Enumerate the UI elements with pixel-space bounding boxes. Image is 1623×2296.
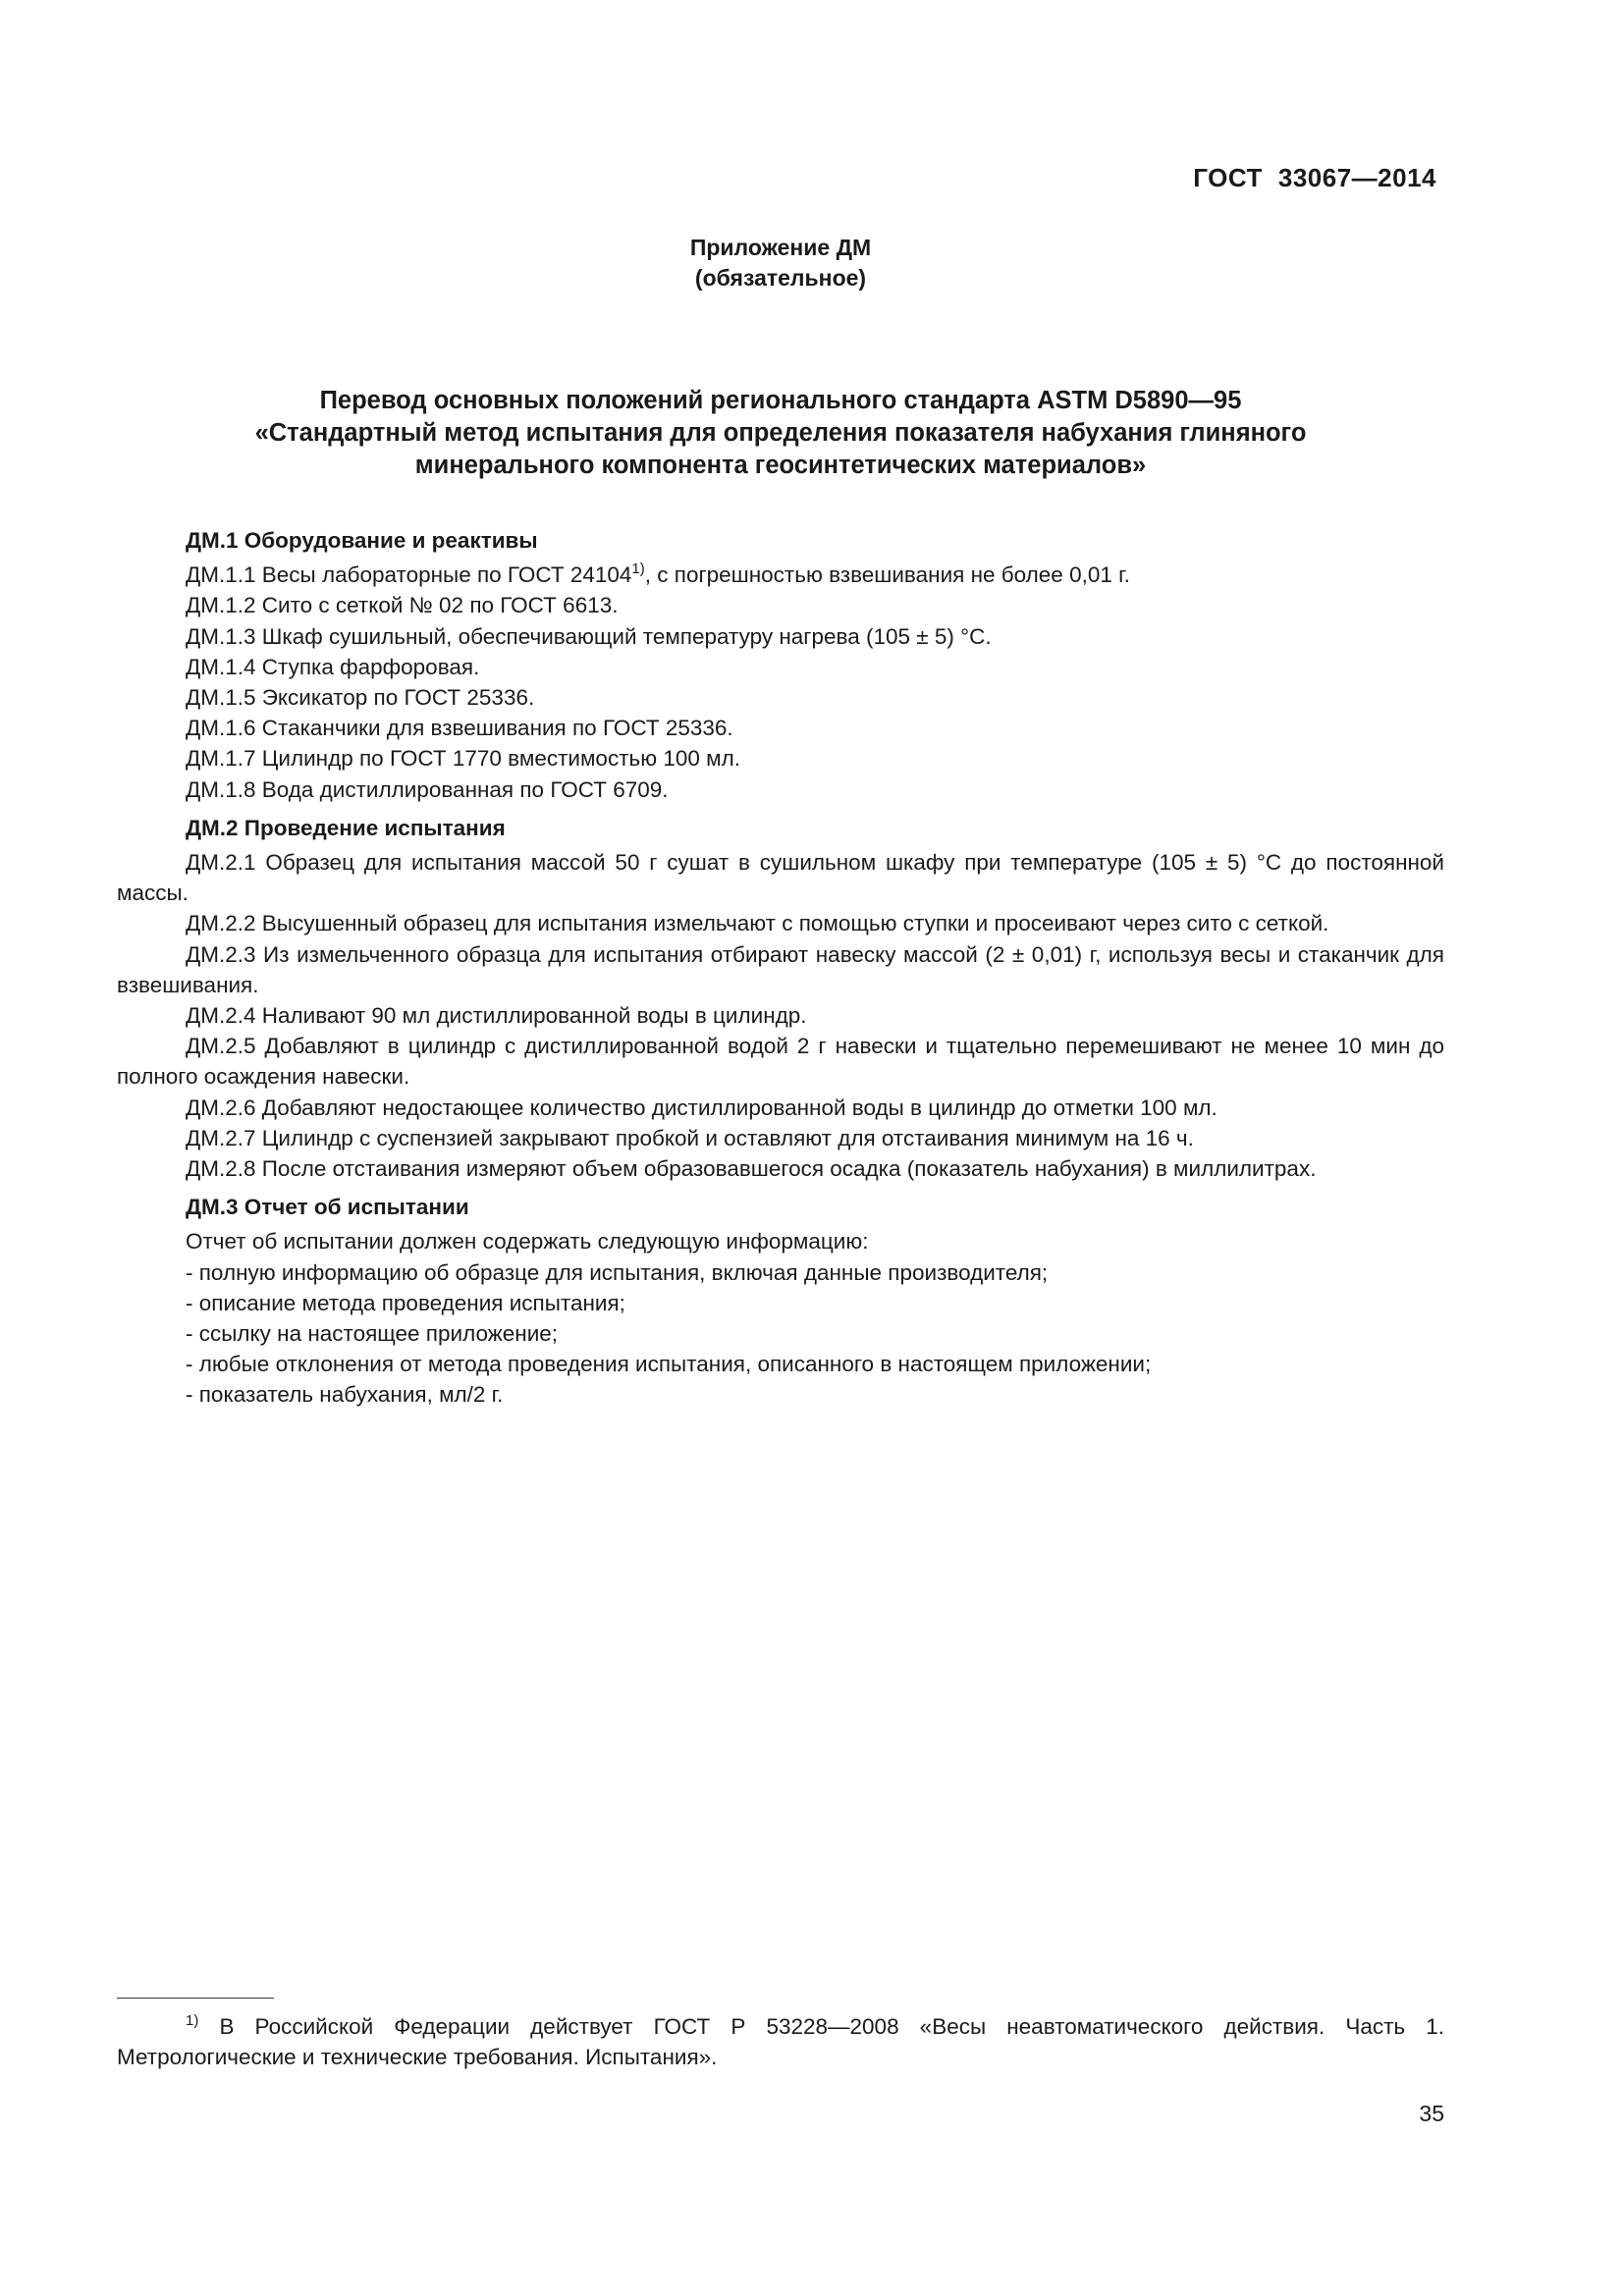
clause-2-2: ДМ.2.2 Высушенный образец для испытания измельчают с помощью ступки и просеивают через сито с сеткой. bbox=[186, 911, 1329, 936]
report-item-4: - любые отклонения от метода проведения испытания, описанного в настоящем приложении; bbox=[186, 1352, 1152, 1377]
footnote bbox=[117, 2011, 1444, 2072]
title-line-1: Перевод основных положений регионального стандарта ASTM D5890—95 bbox=[319, 387, 1242, 414]
page-number: 35 bbox=[1419, 2101, 1444, 2126]
annex-title bbox=[147, 385, 1414, 482]
clause-1-6: ДМ.1.6 Стаканчики для взвешивания по ГОСТ 25336. bbox=[186, 716, 733, 741]
footnote-divider bbox=[117, 1998, 274, 1999]
clause-2-4: ДМ.2.4 Наливают 90 мл дистиллированной воды в цилиндр. bbox=[186, 1003, 807, 1029]
footnote-ref[interactable]: 1) bbox=[631, 561, 645, 578]
clause-1-8: ДМ.1.8 Вода дистиллированная по ГОСТ 6709. bbox=[186, 776, 669, 802]
report-item-3: - ссылку на настоящее приложение; bbox=[186, 1321, 559, 1347]
clause-1-1 bbox=[117, 560, 1444, 590]
clause-1-4: ДМ.1.4 Ступка фарфоровая. bbox=[186, 654, 480, 679]
clause-1-5: ДМ.1.5 Эксикатор по ГОСТ 25336. bbox=[186, 685, 535, 711]
title-line-3: минерального компонента геосинтетических материалов» bbox=[414, 452, 1147, 479]
clause-1-3: ДМ.1.3 Шкаф сушильный, обеспечивающий температуру нагрева (105 ± 5) °С. bbox=[186, 623, 992, 649]
standard-number: 33067—2014 bbox=[1277, 163, 1436, 192]
document-body bbox=[117, 525, 1444, 1411]
report-item-1: - полную информацию об образце для испытания, включая данные производителя; bbox=[186, 1259, 1049, 1285]
clause-1-1-text: ДМ.1.1 Весы лабораторные по ГОСТ 24104 bbox=[186, 562, 632, 588]
clause-2-3: ДМ.2.3 Из измельченного образца для испытания отбирают навеску массой (2 ± 0,01) г, используя весы и стаканчик для взвешивания. bbox=[117, 941, 1444, 997]
clause-2-8: ДМ.2.8 После отстаивания измеряют объем образовавшегося осадка (показатель набухания) в миллилитрах. bbox=[186, 1156, 1317, 1182]
footnote-text: В Российской Федерации действует ГОСТ Р 53228—2008 «Весы неавтоматического действия. Часть 1. Метрологические и технические требования. Испытания». bbox=[117, 2014, 1444, 2069]
clause-1-7: ДМ.1.7 Цилиндр по ГОСТ 1770 вместимостью 100 мл. bbox=[186, 746, 740, 772]
report-item-2: - описание метода проведения испытания; bbox=[186, 1290, 625, 1315]
annex-status: (обязательное) bbox=[694, 265, 867, 291]
section-heading-1: ДМ.1 Оборудование и реактивы bbox=[186, 528, 538, 553]
clause-2-5: ДМ.2.5 Добавляют в цилиндр с дистиллированной водой 2 г навески и тщательно перемешивают не менее 10 мин до полного осаждения навески. bbox=[117, 1034, 1444, 1090]
footnote-mark: 1) bbox=[186, 2012, 199, 2029]
report-intro: Отчет об испытании должен содержать следующую информацию: bbox=[186, 1229, 869, 1255]
clause-1-2: ДМ.1.2 Сито с сеткой № 02 по ГОСТ 6613. bbox=[186, 593, 619, 618]
annex-name: Приложение ДМ bbox=[689, 235, 872, 260]
document-header bbox=[1193, 163, 1436, 193]
annex-heading bbox=[0, 233, 1561, 294]
section-heading-3: ДМ.3 Отчет об испытании bbox=[186, 1195, 469, 1220]
report-item-5: - показатель набухания, мл/2 г. bbox=[186, 1382, 504, 1408]
section-heading-2: ДМ.2 Проведение испытания bbox=[186, 815, 506, 840]
title-line-2: «Стандартный метод испытания для определения показателя набухания глиняного bbox=[254, 419, 1307, 447]
clause-2-1: ДМ.2.1 Образец для испытания массой 50 г сушат в сушильном шкафу при температуре (105 ± 5) °С до постоянной массы. bbox=[117, 850, 1444, 906]
clause-1-1-tail: , с погрешностью взвешивания не более 0,01 г. bbox=[644, 562, 1130, 588]
clause-2-6: ДМ.2.6 Добавляют недостающее количество дистиллированной воды в цилиндр до отметки 100 мл. bbox=[186, 1095, 1217, 1120]
clause-2-7: ДМ.2.7 Цилиндр с суспензией закрывают пробкой и оставляют для отстаивания минимум на 16 ч. bbox=[186, 1125, 1194, 1150]
standard-label: ГОСТ bbox=[1193, 163, 1263, 192]
